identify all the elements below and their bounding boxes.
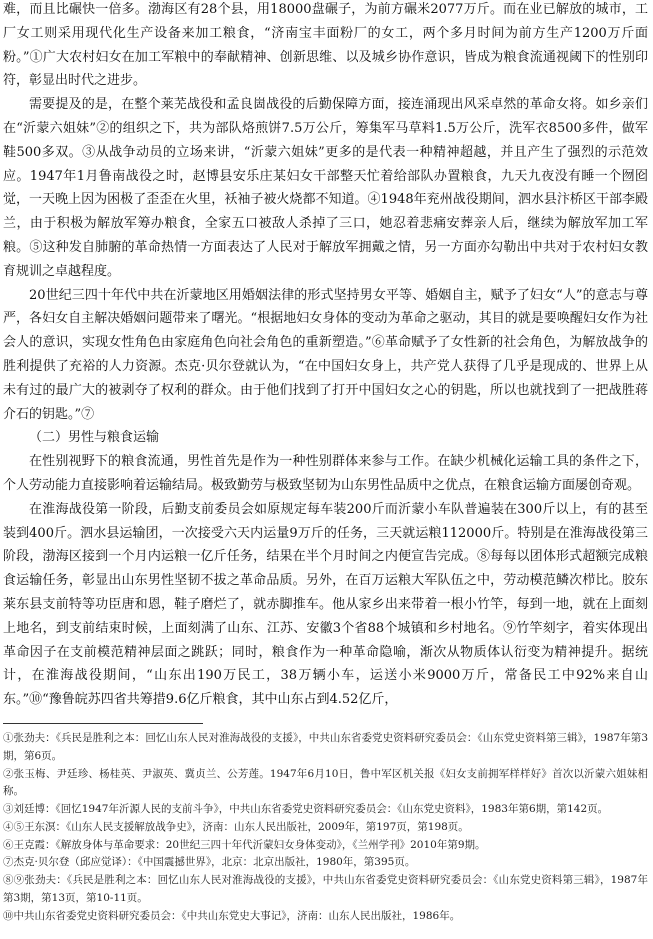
paragraph-marriage-law: 20世纪三四十年代中共在沂蒙地区用婚姻法律的形式坚持男女平等、婚姻自主，赋予了妇女“人”的意志与尊严，各妇女自主解决婚姻问题带来了曙光。“根据地妇女身体的变动为革命之驱动，其目的就是要唤醒妇女作为社会人的意识，实现女性角色由家庭角色向社会角色的重新塑造。”⑥革命赋予了女性新的社会角色，为解放战争的胜利提供了充裕的人力资源。杰克·贝尔登就认为，“在中国妇女身上，共产党人获得了几乎是现成的、世界上从未有过的最广大的被剥夺了权利的群众。由于他们找到了打开中国妇女之心的钥匙，所以也就找到了一把战胜蒋介石的钥匙。”⑦ [3,287,648,422]
paragraph-women-generals: 需要提及的是，在整个莱芜战役和孟良崮战役的后勤保障方面，接连涌现出风采卓然的革命女将。如乡亲们在“沂蒙六姐妹”②的组织之下，共为部队烙煎饼7.5万公斤，筹集军马草料1.5万公斤，洗军衣8500多件，做军鞋500多双。③从战争动员的立场来讲，“沂蒙六姐妹”更多的是代表一种精神超越，并且产生了强烈的示范效应。1947年1月鲁南战役之时，赵博县安乐庄某妇女干部整天忙着给部队办置粮食，九天九夜没有睡一个囫囵觉，一天晚上因为困极了歪歪在火里，袄袖子被火烧都不知道。④1948年兖州战役期间，泗水县汴桥区干部李殿兰，由于积极为解放军筹办粮食，全家五口被敌人杀掉了三口，她忍着悲痛安葬亲人后，继续为解放军加工军粮。⑤这种发自肺腑的革命热情一方面表达了人民对于解放军拥戴之情，另一方面亦勾勒出中共对于农村妇女教育规训之卓越程度。 [3,97,648,279]
section-heading: （二）男性与粮食运输 [29,430,160,446]
footnote-1: ①张劲夫：《兵民是胜利之本：回忆山东人民对淮海战役的支援》，中共山东省委党史资料研究委员会：《山东党史资料第三辑》，1987年第3期，第6页。 [3,731,648,762]
paragraph-huaihai-transport: 在淮海战役第一阶段，后勤支前委员会如原规定每车装200斤而沂蒙小车队普遍装在300斤以上，有的甚至装到400斤。泗水县运输团，一次接受六天内运量9万斤的任务，三天就运粮112000斤。特别是在淮海战役第三阶段，渤海区接到一个月内运粮一亿斤任务，结果在半个月时间之内便宣告完成。⑧每每以团体形式超额完成粮食运输任务，彰显出山东男性坚韧不拔之革命品质。另外，在百万运粮大军队伍之中，劳动模范鳞次栉比。胶东莱东县支前特等功臣唐和恩，鞋子磨烂了，就赤脚推车。他从家乡出来带着一根小竹竿，每到一地，就在上面刻上地名，到支前结束时候，上面刻满了山东、江苏、安徽3个省88个城镇和乡村地名。⑨竹竿刻字，着实体现出革命因子在支前模范精神层面之跳跃；同时，粮食作为一种革命隐喻，渐次从物质体认衍变为精神提升。据统计，在淮海战役期间，“山东出190万民工，38万辆小车，运送小米9000万斤，常备民工中92%来自山东。”⑩“豫鲁皖苏四省共筹措9.6亿斤粮食，其中山东占到4.52亿斤， [3,501,648,708]
footnote-4-5: ④⑤王东溟：《山东人民支援解放战争史》，济南：山东人民出版社，2009年，第197页，第198页。 [3,820,469,833]
footnote-10: ⑩中共山东省委党史资料研究委员会：《中共山东党史大事记》，济南：山东人民出版社，1986年。 [3,909,461,922]
footnote-6: ⑥王克霞：《解放身体与革命要求：20世纪三四十年代沂蒙妇女身体变动》，《兰州学刊》2010年第9期。 [3,838,486,851]
footnote-2: ②张玉梅、尹廷珍、杨桂英、尹淑英、冀贞兰、公芳莲。1947年6月10日，鲁中军区机关报《妇女支前拥军样样好》首次以沂蒙六姐妹相称。 [3,767,648,798]
footnote-8-9: ⑧⑨张劲夫：《兵民是胜利之本：回忆山东人民对淮海战役的支援》，中共山东省委党史资料研究委员会：《山东党史资料第三辑》，1987年第3期，第13页，第10-11页。 [3,874,648,905]
document-page [3,0,648,939]
paragraph-continued: 难，而且比碾快一倍多。渤海区有28个县，用18000盘碾子，为前方碾米2077万斤。而在业已解放的城市，工厂女工则采用现代化生产设备来加工粮食，“济南宝丰面粉厂的女工，两个多月时间为前方生产1200万斤面粉。”①广大农村妇女在加工军粮中的奉献精神、创新思维、以及城乡协作意识，皆成为粮食流通视阈下的性别印符，彰显出时代之进步。 [3,2,648,89]
footnotes [3,730,648,926]
paragraph-men-transport-intro: 在性别视野下的粮食流通，男性首先是作为一种性别群体来参与工作。在缺少机械化运输工具的条件之下，个人劳动能力直接影响着运输结局。极致勤劳与极致坚韧为山东男性品质中之优点，在粮食运输方面屡创奇观。 [3,454,648,493]
footnote-7: ⑦杰克·贝尔登（邱应觉译）：《中国震撼世界》，北京：北京出版社，1980年，第395页。 [3,856,416,869]
footnote-divider [3,723,203,724]
footnote-3: ③刘廷博：《回忆1947年沂源人民的支前斗争》，中共山东省委党史资料研究委员会：《山东党史资料》，1983年第6期，第142页。 [3,803,609,816]
